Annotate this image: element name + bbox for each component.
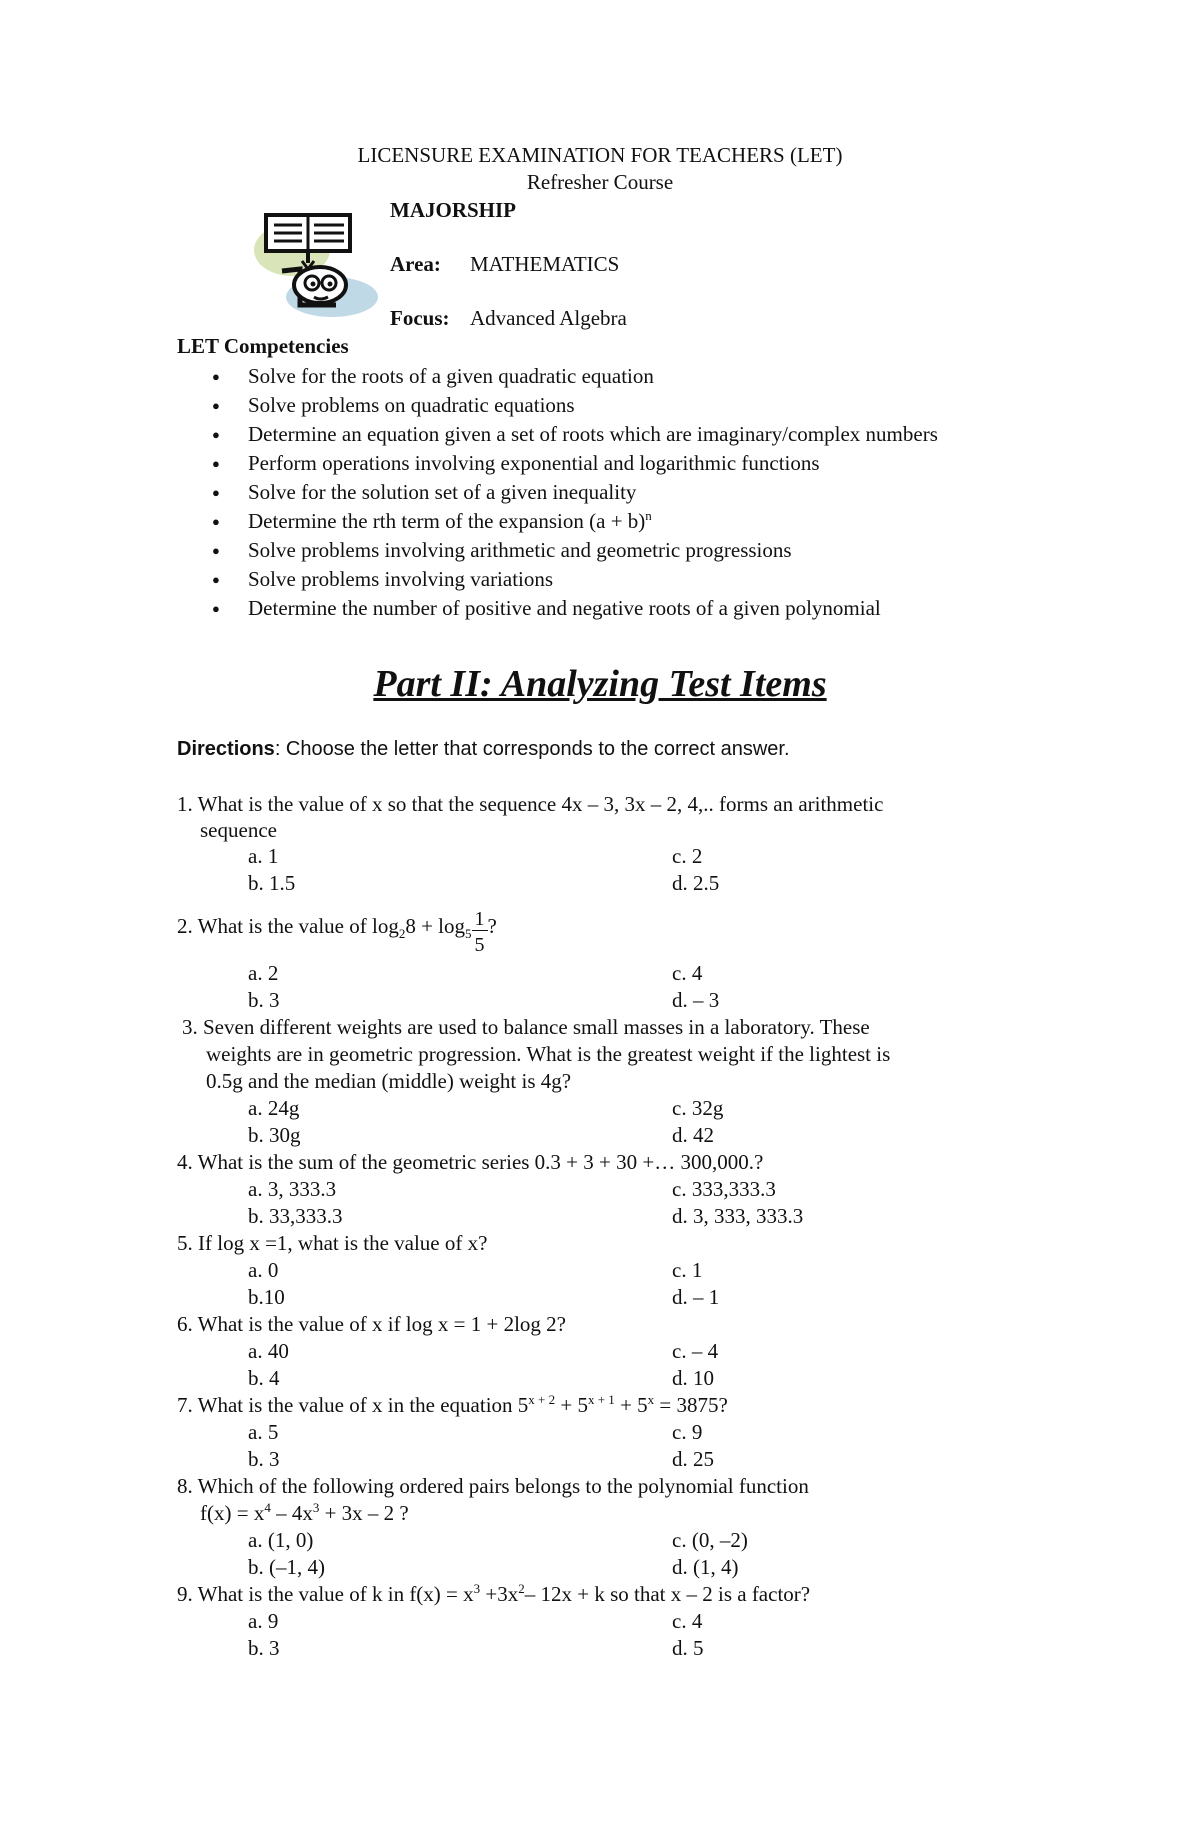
book-reader-icon (250, 205, 390, 320)
list-item: ● Solve for the solution set of a given inequality (208, 478, 938, 507)
q5-option-b: b.10 (248, 1285, 285, 1309)
question-4: 4. What is the sum of the geometric series 0.3 + 3 + 30 +… 300,000.? (177, 1150, 764, 1174)
list-item: ● Solve for the roots of a given quadratic equation (208, 362, 938, 391)
question-6: 6. What is the value of x if log x = 1 + 2log 2? (177, 1312, 566, 1336)
q9-option-b: b. 3 (248, 1636, 280, 1660)
question-5: 5. If log x =1, what is the value of x? (177, 1231, 488, 1255)
q7-option-a: a. 5 (248, 1420, 279, 1444)
question-3: 3. Seven different weights are used to balance small masses in a laboratory. These (182, 1015, 870, 1039)
area-value: MATHEMATICS (470, 252, 620, 276)
focus-label: Focus: (390, 306, 450, 330)
q1-option-a: a. 1 (248, 844, 279, 868)
list-item: ● Determine the rth term of the expansion $(a + b)^n$ (208, 507, 938, 536)
q6-option-b: b. 4 (248, 1366, 280, 1390)
q1-option-d: d. 2.5 (672, 871, 720, 895)
question-1: 1. What is the value of x so that the sequence 4x – 3, 3x – 2, 4,.. forms an arithmetic (177, 792, 884, 816)
q4-option-c: c. 333,333.3 (672, 1177, 776, 1201)
competencies-heading: LET Competencies (177, 334, 349, 358)
q4-option-d: d. 3, 333, 333.3 (672, 1204, 804, 1228)
exponent: n (645, 508, 652, 523)
question-8: 8. Which of the following ordered pairs belongs to the polynomial function (177, 1474, 809, 1498)
q3-option-c: c. 32g (672, 1096, 724, 1120)
q1-option-c: c. 2 (672, 844, 703, 868)
directions (177, 738, 790, 761)
competencies-list (208, 362, 938, 623)
q4-option-a: a. 3, 333.3 (248, 1177, 337, 1201)
area-label: Area: (390, 252, 441, 276)
list-item: ● Solve problems involving arithmetic and geometric progressions (208, 536, 938, 565)
q7-option-b: b. 3 (248, 1447, 280, 1471)
q8-option-a: a. (1, 0) (248, 1528, 314, 1552)
q7-option-d: d. 25 (672, 1447, 714, 1471)
question-3-cont2: 0.5g and the median (middle) weight is 4g? (206, 1069, 572, 1093)
question-7: 7. What is the value of x in the equation $5^{x + 2} + 5^{x + 1} + 5^x = 3875$? (177, 1392, 728, 1417)
q9-option-d: d. 5 (672, 1636, 704, 1660)
list-item: ● Perform operations involving exponential and logarithmic functions (208, 449, 938, 478)
q5-option-d: d. – 1 (672, 1285, 720, 1309)
q4-option-b: b. 33,333.3 (248, 1204, 343, 1228)
question-9: 9. What is the value of k in $f(x) = x^3 +3x^2-$ 12x + k so that x – 2 is a factor? (177, 1581, 811, 1606)
question-1-cont: sequence (200, 818, 277, 842)
q6-option-a: a. 40 (248, 1339, 289, 1363)
q9-option-a: a. 9 (248, 1609, 279, 1633)
list-item: ● Determine the number of positive and negative roots of a given polynomial (208, 594, 938, 623)
q9-option-c: c. 4 (672, 1609, 703, 1633)
list-item: ● Determine an equation given a set of roots which are imaginary/complex numbers (208, 420, 938, 449)
majorship-label: MAJORSHIP (390, 198, 516, 222)
directions-text: : Choose the letter that corresponds to the correct answer. (274, 738, 790, 760)
exam-title: LICENSURE EXAMINATION FOR TEACHERS (LET) (357, 143, 843, 167)
course-subtitle: Refresher Course (526, 170, 674, 194)
q2-option-d: d. – 3 (672, 988, 720, 1012)
q3-option-b: b. 30g (248, 1123, 301, 1147)
q8-option-d: d. (1, 4) (672, 1555, 739, 1579)
q3-option-a: a. 24g (248, 1096, 300, 1120)
list-item: ● Solve problems involving variations (208, 565, 938, 594)
question-2: 2. What is the value of $\log_28 + \log_5$ $\frac{1}{5}$ ? (177, 908, 497, 956)
list-item: ● Solve problems on quadratic equations (208, 391, 938, 420)
q5-option-a: a. 0 (248, 1258, 279, 1282)
q6-option-d: d. 10 (672, 1366, 714, 1390)
q1-option-b: b. 1.5 (248, 871, 296, 895)
q8-option-b: b. (–1, 4) (248, 1555, 325, 1579)
question-8-cont: $f(x) = x^4 - 4x^3 + 3x - 2$ ? (200, 1500, 409, 1525)
fraction: $\frac{1}{5}$ (472, 909, 488, 955)
q2-option-a: a. 2 (248, 961, 279, 985)
q2-option-b: b. 3 (248, 988, 280, 1012)
q5-option-c: c. 1 (672, 1258, 703, 1282)
q8-option-c: c. (0, –2) (672, 1528, 748, 1552)
part-title: Part II: Analyzing Test Items (373, 663, 827, 705)
question-3-cont: weights are in geometric progression. What is the greatest weight if the lightest is (206, 1042, 891, 1066)
q6-option-c: c. – 4 (672, 1339, 719, 1363)
q2-option-c: c. 4 (672, 961, 703, 985)
q7-option-c: c. 9 (672, 1420, 703, 1444)
q3-option-d: d. 42 (672, 1123, 714, 1147)
directions-label: Directions (177, 738, 275, 760)
focus-value: Advanced Algebra (470, 306, 627, 330)
